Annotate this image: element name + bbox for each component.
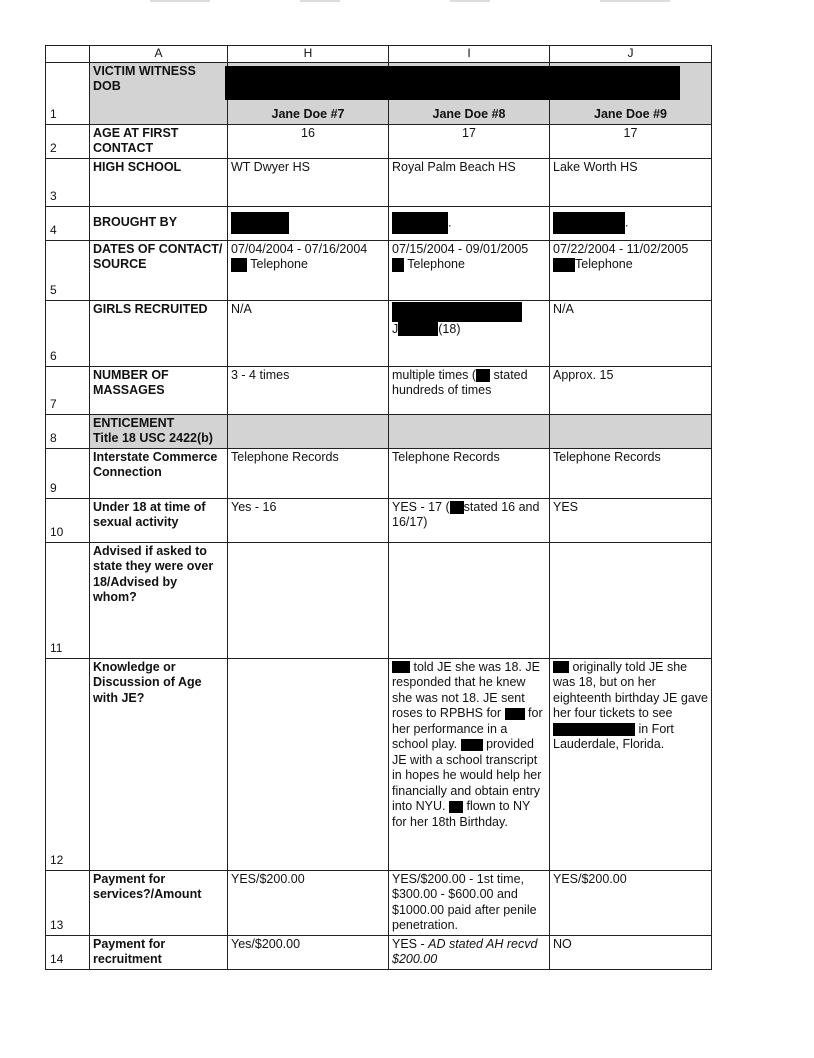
text-part: flown to NY for her 18th Birthday.	[392, 799, 531, 829]
redaction-block	[476, 369, 490, 382]
row-number: 11	[46, 542, 90, 658]
cell-i: Telephone Records	[389, 448, 550, 498]
trailing-text: .	[448, 215, 452, 230]
cell-j	[550, 206, 712, 240]
prefix-text: J	[392, 321, 399, 336]
cell-i: YES/$200.00 - 1st time, $300.00 - $600.00 and $1000.00 paid after penile penetration.	[389, 870, 550, 935]
cell-j: Telephone Records	[550, 448, 712, 498]
cell-i: 17	[389, 124, 550, 158]
corner-cell	[46, 46, 90, 63]
text-part: provided JE with a school transcript in hopes he would help her financially and obtain entry into NYU.	[392, 737, 542, 813]
row-label: BROUGHT BY	[90, 206, 228, 240]
table-row	[46, 658, 712, 870]
table-row	[46, 935, 712, 969]
scan-mark-1	[150, 0, 210, 2]
row-number: 10	[46, 498, 90, 542]
cell-i	[389, 240, 550, 300]
dates-text: 07/22/2004 - 11/02/2005	[553, 241, 689, 256]
table-row	[46, 542, 712, 658]
cell-h	[228, 414, 389, 448]
cell-h	[228, 542, 389, 658]
row-number: 2	[46, 124, 90, 158]
row-number: 1	[46, 62, 90, 124]
row-number: 12	[46, 658, 90, 870]
cell-j	[550, 542, 712, 658]
source-text: Telephone	[575, 257, 633, 271]
cell-j: YES/$200.00	[550, 870, 712, 935]
row-number: 14	[46, 935, 90, 969]
text-part: in Fort Lauderdale, Florida.	[553, 721, 674, 751]
redaction-block	[450, 501, 464, 514]
redaction-block	[553, 723, 635, 736]
redaction-block	[392, 212, 448, 234]
row-label: AGE AT FIRST CONTACT	[90, 124, 228, 158]
cell-i	[389, 542, 550, 658]
text-part: told JE she was 18. JE responded that he knew she was not 18. JE sent roses to RPBHS for	[392, 659, 540, 720]
cell-h: Yes - 16	[228, 498, 389, 542]
column-header-row	[46, 46, 712, 63]
trailing-text: .	[625, 215, 629, 230]
trailing-text: (18)	[438, 321, 461, 336]
row-number: 6	[46, 300, 90, 366]
table-row	[46, 124, 712, 158]
table-row	[46, 300, 712, 366]
cell-i	[389, 206, 550, 240]
redaction-block	[392, 302, 522, 322]
redaction-block	[392, 661, 410, 673]
cell-j: 17	[550, 124, 712, 158]
table-row	[46, 206, 712, 240]
redaction-block	[231, 212, 289, 234]
cell-j: N/A	[550, 300, 712, 366]
label-line: VICTIM WITNESS	[93, 63, 196, 78]
redaction-block	[553, 258, 575, 272]
redaction-block	[461, 739, 483, 751]
cell-j: Approx. 15	[550, 366, 712, 414]
row-number: 4	[46, 206, 90, 240]
cell-j	[550, 240, 712, 300]
text-part: multiple times (	[392, 367, 477, 382]
cell-h: Jane Doe #7	[228, 62, 389, 124]
row-label: GIRLS RECRUITED	[90, 300, 228, 366]
source-text: Telephone	[250, 257, 308, 271]
table-row	[46, 158, 712, 206]
cell-h: YES/$200.00	[228, 870, 389, 935]
cell-j: NO	[550, 935, 712, 969]
cell-h	[228, 206, 389, 240]
cell-j	[550, 658, 712, 870]
text-part: YES -	[392, 936, 429, 951]
row-label: Knowledge or Discussion of Age with JE?	[90, 658, 228, 870]
text-part: originally told JE she was 18, but on her eighteenth birthday JE gave her four tickets to see	[553, 659, 708, 720]
cell-i	[389, 498, 550, 542]
row-label: Payment for recruitment	[90, 935, 228, 969]
cell-i	[389, 414, 550, 448]
column-header-j: J	[550, 46, 712, 63]
cell-h: N/A	[228, 300, 389, 366]
cell-i: Royal Palm Beach HS	[389, 158, 550, 206]
text-part: stated 16 and 16/17)	[392, 499, 540, 529]
row-label	[90, 414, 228, 448]
label-line: Title 18 USC 2422(b)	[93, 431, 213, 445]
cell-h	[228, 658, 389, 870]
cell-i: Jane Doe #8	[389, 62, 550, 124]
cell-j: Lake Worth HS	[550, 158, 712, 206]
table-row	[46, 498, 712, 542]
row-label: DATES OF CONTACT/ SOURCE	[90, 240, 228, 300]
cell-j: Jane Doe #9	[550, 62, 712, 124]
cell-i	[389, 366, 550, 414]
label-line: ENTICEMENT	[93, 415, 175, 430]
scan-mark-2	[300, 0, 340, 2]
cell-h	[228, 240, 389, 300]
cell-h: Telephone Records	[228, 448, 389, 498]
table-row	[46, 448, 712, 498]
column-header-i: I	[389, 46, 550, 63]
text-part: AD stated AH recvd $200.00	[392, 936, 538, 966]
cell-j	[550, 414, 712, 448]
redaction-block	[449, 801, 463, 813]
text-part: stated hundreds of times	[392, 367, 528, 397]
row-number: 3	[46, 158, 90, 206]
table-row	[46, 366, 712, 414]
row-number: 7	[46, 366, 90, 414]
text-part: YES - 17 (	[392, 499, 450, 514]
redaction-block	[392, 258, 404, 272]
row-label: NUMBER OF MASSAGES	[90, 366, 228, 414]
redaction-block	[553, 661, 569, 673]
redaction-block	[231, 258, 247, 272]
scan-mark-3	[450, 0, 490, 2]
source-text: Telephone	[407, 257, 465, 271]
row-number: 9	[46, 448, 90, 498]
row-label: Advised if asked to state they were over 18/Advised by whom?	[90, 542, 228, 658]
data-table	[45, 45, 712, 970]
table-row	[46, 414, 712, 448]
header-redaction-block	[225, 66, 680, 100]
row-number: 13	[46, 870, 90, 935]
row-number: 8	[46, 414, 90, 448]
row-label: Interstate Commerce Connection	[90, 448, 228, 498]
label-line: DOB	[93, 79, 121, 93]
cell-h: WT Dwyer HS	[228, 158, 389, 206]
scan-mark-4	[600, 0, 670, 2]
row-label	[90, 62, 228, 124]
cell-i	[389, 300, 550, 366]
cell-i	[389, 658, 550, 870]
cell-h: 3 - 4 times	[228, 366, 389, 414]
cell-h: Yes/$200.00	[228, 935, 389, 969]
redaction-block	[553, 212, 625, 234]
spreadsheet	[45, 45, 711, 970]
dates-text: 07/15/2004 - 09/01/2005	[392, 241, 529, 256]
column-header-a: A	[90, 46, 228, 63]
column-header-h: H	[228, 46, 389, 63]
table-row	[46, 240, 712, 300]
dates-text: 07/04/2004 - 07/16/2004	[231, 241, 368, 256]
row-label: Payment for services?/Amount	[90, 870, 228, 935]
row-label: HIGH SCHOOL	[90, 158, 228, 206]
text-part: for her performance in a school play.	[392, 706, 543, 751]
row-number: 5	[46, 240, 90, 300]
row-label: Under 18 at time of sexual activity	[90, 498, 228, 542]
cell-i	[389, 935, 550, 969]
redaction-block	[398, 322, 438, 336]
cell-j: YES	[550, 498, 712, 542]
redaction-block	[505, 708, 525, 720]
cell-h: 16	[228, 124, 389, 158]
table-row	[46, 870, 712, 935]
